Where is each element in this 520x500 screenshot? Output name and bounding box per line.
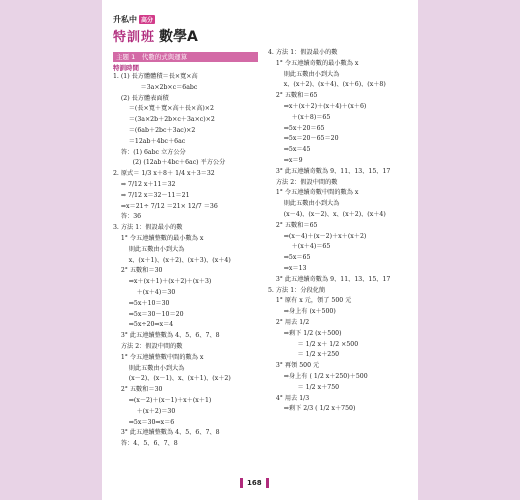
right-column [268, 48, 418, 415]
right-column-line: 4° 用去 1/3 [268, 394, 310, 402]
left-column-line: (2) (12ab＋4bc＋6ac) 平方公分 [113, 159, 226, 167]
left-column-line: 3° 此五連續整數為 4、5、6、7、8 [113, 332, 220, 340]
right-column-line: ⇒身上有 (x＋500) [268, 308, 336, 316]
left-column-line: ＝(3a×2b＋2b×c＋3a×c)×2 [113, 116, 215, 124]
right-column-line: ⇒5x＝65 [268, 254, 311, 262]
right-column-line: ⇒剩下 2/3 ( 1/2 x＋750) [268, 405, 356, 413]
page-footer [240, 478, 269, 488]
left-column-line: ⇒5x＋10＝30 [113, 299, 170, 307]
left-column-line: ＝(長×寬＋寬×高＋長×高)×2 [113, 105, 214, 113]
left-column [113, 72, 263, 450]
left-column-line: (2) 長方體表面積 [113, 94, 169, 102]
left-column-line: 1° 令五連續整數的最小數為 x [113, 234, 204, 242]
right-column-line: ⇒(x－4)＋(x－2)＋x＋(x＋2) [268, 232, 367, 240]
right-column-line: ＋(x＋8)＝65 [268, 113, 331, 121]
right-column-line: 則此五數由小到大為 [268, 200, 340, 208]
right-column-line: ＝ 1/2 x＋250 [268, 351, 340, 359]
right-column-line: ＋(x＋4)＝65 [268, 243, 331, 251]
header-title [113, 26, 198, 46]
right-column-line: 方法 2：假設中間的數 [268, 178, 338, 186]
right-column-line: ⇒5x＋20＝65 [268, 124, 325, 132]
right-column-line: 則此五數由小到大為 [268, 70, 340, 78]
header-title-colored: 特訓班 [113, 30, 156, 45]
right-column-line: 1° 令五連續奇數的最小數為 x [268, 59, 359, 67]
right-column-line: 3° 此五連續奇數為 9、11、13、15、17 [268, 167, 391, 175]
book-header [113, 14, 198, 46]
left-column-line: 2. 原式＝ 1/3 x＋8＋ 1/4 x＋3＝32 [113, 170, 215, 178]
left-column-line: ＋(x＋2)＝30 [113, 407, 176, 415]
left-column-line: 方法 2：假設中間的數 [113, 342, 183, 350]
topic-banner: 主題 1 代數的式與運算 [113, 52, 258, 62]
right-column-line: 2° 五數和＝65 [268, 221, 318, 229]
left-column-line: ＝12ab＋4bc＋6ac [113, 137, 186, 145]
right-column-line: 2° 五數和＝65 [268, 92, 318, 100]
left-column-line: ⇒(x－2)＋(x－1)＋x＋(x＋1) [113, 396, 212, 404]
left-column-line: 則此五數由小到大為 [113, 364, 185, 372]
footer-bar-left [240, 478, 243, 488]
right-column-line: 5. 方法 1：分段化簡 [268, 286, 326, 294]
left-column-line: 答：36 [113, 213, 142, 221]
subtopic-label: 特訓時間 [113, 64, 139, 72]
right-column-line: ⇒x＝9 [268, 156, 303, 164]
left-column-line: x、(x＋1)、(x＋2)、(x＋3)、(x＋4) [113, 256, 231, 264]
left-margin-band [0, 0, 102, 500]
left-column-line: ＝3a×2b×c＝6abc [113, 83, 198, 91]
left-column-line: 1° 令五連續整數中間的數為 x [113, 353, 204, 361]
right-column-line: 1° 原有 x 元，領了 500 元 [268, 297, 352, 305]
left-column-line: ＝(6ab＋2bc＋3ac)×2 [113, 126, 196, 134]
left-column-line: ⇒5x＝30⇒x＝6 [113, 418, 175, 426]
header-small-text: 升私中 [113, 15, 137, 24]
left-column-line: ⇒5x＝30－10＝20 [113, 310, 184, 318]
right-column-line: ⇒5x＝45 [268, 146, 311, 154]
right-column-line: 4. 方法 1：假設最小的數 [268, 49, 338, 56]
left-column-line: 3° 此五連續整數為 4、5、6、7、8 [113, 429, 220, 437]
left-column-line: ⇒x＝21÷ 7/12 ＝21× 12/7 ＝36 [113, 202, 218, 210]
right-column-line: 3° 此五連續奇數為 9、11、13、15、17 [268, 275, 391, 283]
left-column-line: ⇒x＋(x＋1)＋(x＋2)＋(x＋3) [113, 278, 212, 286]
left-column-line: ⇒ 7/12 x＋11＝32 [113, 180, 176, 188]
header-badge: 高分 [141, 17, 154, 24]
right-column-line: x、(x＋2)、(x＋4)、(x＋6)、(x＋8) [268, 81, 386, 89]
right-column-line: ⇒5x＝20－65＝20 [268, 135, 339, 143]
page-number: 168 [247, 479, 262, 487]
header-subtitle [113, 14, 198, 25]
left-column-line: 1. (1) 長方體體積＝長×寬×高 [113, 73, 198, 80]
right-column-line: 1° 令五連續奇數中間的數為 x [268, 189, 359, 197]
left-column-line: (x－2)、(x－1)、x、(x＋1)、(x＋2) [113, 375, 231, 383]
right-margin-band [418, 0, 520, 500]
left-column-line: 答：(1) 6abc 立方公分 [113, 148, 186, 156]
right-column-line: 3° 再領 500 元 [268, 362, 320, 370]
header-title-main: 數學A [159, 29, 198, 45]
right-column-line: ⇒剩下 1/2 (x＋500) [268, 329, 342, 337]
left-column-line: 則此五數由小到大為 [113, 245, 185, 253]
left-column-line: 2° 五數和＝30 [113, 267, 163, 275]
left-column-line: 3. 方法 1：假設最小的數 [113, 224, 183, 232]
right-column-line: ⇒身上有 ( 1/2 x＋250)＋500 [268, 372, 368, 380]
left-column-line: ⇒ 7/12 x＝32－11＝21 [113, 191, 190, 199]
footer-bar-right [266, 478, 269, 488]
left-column-line: 答：4、5、6、7、8 [113, 440, 178, 448]
left-column-line: 2° 五數和＝30 [113, 386, 163, 394]
left-column-line: ＋(x＋4)＝30 [113, 288, 176, 296]
right-column-line: ＝ 1/2 x＋ 1/2 ×500 [268, 340, 359, 348]
right-column-line: ⇒x＝13 [268, 264, 307, 272]
right-column-line: ⇒x＋(x＋2)＋(x＋4)＋(x＋6) [268, 102, 367, 110]
right-column-line: (x－4)、(x－2)、x、(x＋2)、(x＋4) [268, 210, 386, 218]
right-column-line: 2° 用去 1/2 [268, 318, 310, 326]
left-column-line: ⇒5x÷20⇒x＝4 [113, 321, 174, 329]
right-column-line: ＝ 1/2 x＋750 [268, 383, 340, 391]
